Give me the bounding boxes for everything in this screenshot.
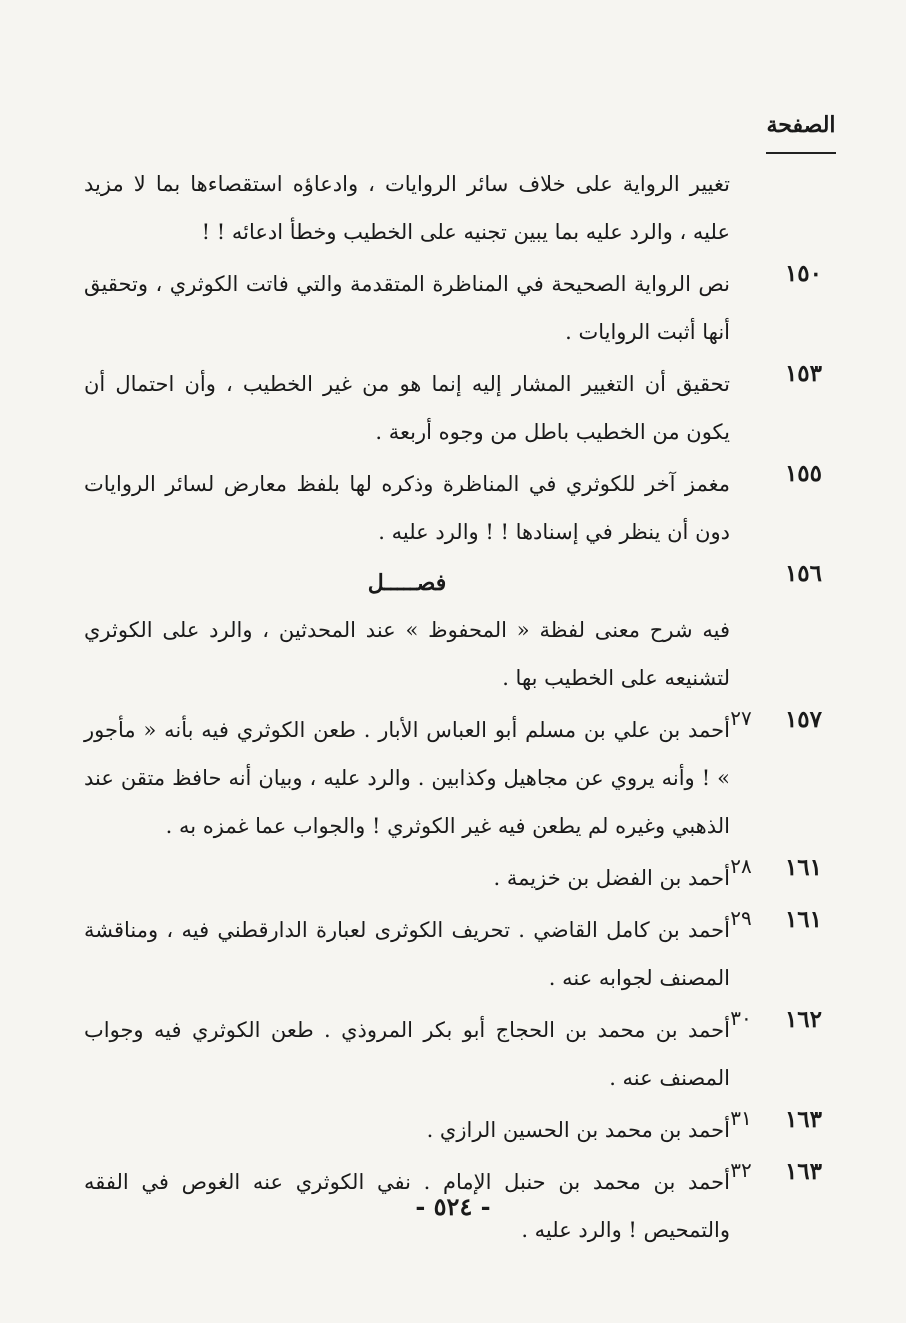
index-entry: [0, 706, 906, 850]
index-entries: [0, 160, 906, 1258]
entry-page-number: ١٥٧: [784, 706, 822, 733]
entry-index: ٢٩: [730, 906, 752, 930]
entry-page-number: ١٦٢: [784, 1006, 822, 1033]
entry-text: أحمد بن الفضل بن خزيمة .: [493, 866, 730, 890]
entry-index: ٣٢: [730, 1158, 752, 1182]
entry-text: أحمد بن كامل القاضي . تحريف الكوثرى لعبارة الدارقطني فيه ، ومناقشة المصنف لجوابه عنه .: [84, 918, 730, 990]
entry-text: تغيير الرواية على خلاف سائر الروايات ، وادعاؤه استقصاءها بما لا مزيد عليه ، والرد عليه بما يبين تجنيه على الخطيب وخطأ ادعائه ! !: [84, 172, 730, 244]
index-entry: [0, 360, 906, 456]
index-entry: [0, 260, 906, 356]
entry-page-number: ١٦١: [784, 906, 822, 933]
entry-text: نص الرواية الصحيحة في المناظرة المتقدمة والتي فاتت الكوثري ، وتحقيق أنها أثبت الروايات .: [84, 272, 730, 344]
entry-page-number: ١٥٠: [784, 260, 822, 287]
entry-page-number: ١٥٣: [784, 360, 822, 387]
entry-text: أحمد بن محمد بن حنبل الإمام . نفي الكوثري عنه الغوص في الفقه والتمحيص ! والرد عليه .: [84, 1170, 730, 1242]
entry-page-number: ١٦٣: [784, 1158, 822, 1185]
index-entry: [0, 906, 906, 1002]
footer-page-number: - ٥٢٤ -: [415, 1192, 491, 1221]
entry-page-number: ١٦١: [784, 854, 822, 881]
entry-text: أحمد بن علي بن مسلم أبو العباس الأبار . طعن الكوثري فيه بأنه « مأجور » ! وأنه يروي عن مجاهيل وكذابين . والرد عليه ، وبيان أنه حافظ متقن عند الذهبي وغيره لم يطعن فيه غير الكوثري ! والجواب عما غمزه به .: [84, 718, 730, 838]
entry-page-number: ١٥٥: [784, 460, 822, 487]
entry-text: أحمد بن محمد بن الحجاج أبو بكر المروذي . طعن الكوثري فيه وجواب المصنف عنه .: [84, 1018, 730, 1090]
index-entry: [0, 854, 906, 902]
section-heading: فصـــــل: [367, 570, 447, 596]
index-entry: [0, 160, 906, 256]
index-entry: [0, 1006, 906, 1102]
index-entry: [0, 460, 906, 556]
entry-index: ٢٧: [730, 706, 752, 730]
page-column-header: الصفحة: [766, 112, 836, 138]
entry-page-number: ١٦٣: [784, 1106, 822, 1133]
entry-index: ٢٨: [730, 854, 752, 878]
index-entry: [0, 560, 906, 702]
entry-index: ٣٠: [730, 1006, 752, 1030]
entry-text: فيه شرح معنى لفظة « المحفوظ » عند المحدثين ، والرد على الكوثري لتشنيعه على الخطيب بها .: [84, 618, 730, 690]
index-entry: [0, 1106, 906, 1154]
entry-page-number: ١٥٦: [784, 560, 822, 587]
entry-index: ٣١: [730, 1106, 752, 1130]
entry-text: مغمز آخر للكوثري في المناظرة وذكره لها بلفظ معارض لسائر الروايات دون أن ينظر في إسنادها ! ! والرد عليه .: [84, 472, 730, 544]
header-rule: [766, 152, 836, 154]
entry-text: تحقيق أن التغيير المشار إليه إنما هو من غير الخطيب ، وأن احتمال أن يكون من الخطيب باطل من وجوه أربعة .: [84, 372, 730, 444]
entry-text: أحمد بن محمد بن الحسين الرازي .: [426, 1118, 730, 1142]
